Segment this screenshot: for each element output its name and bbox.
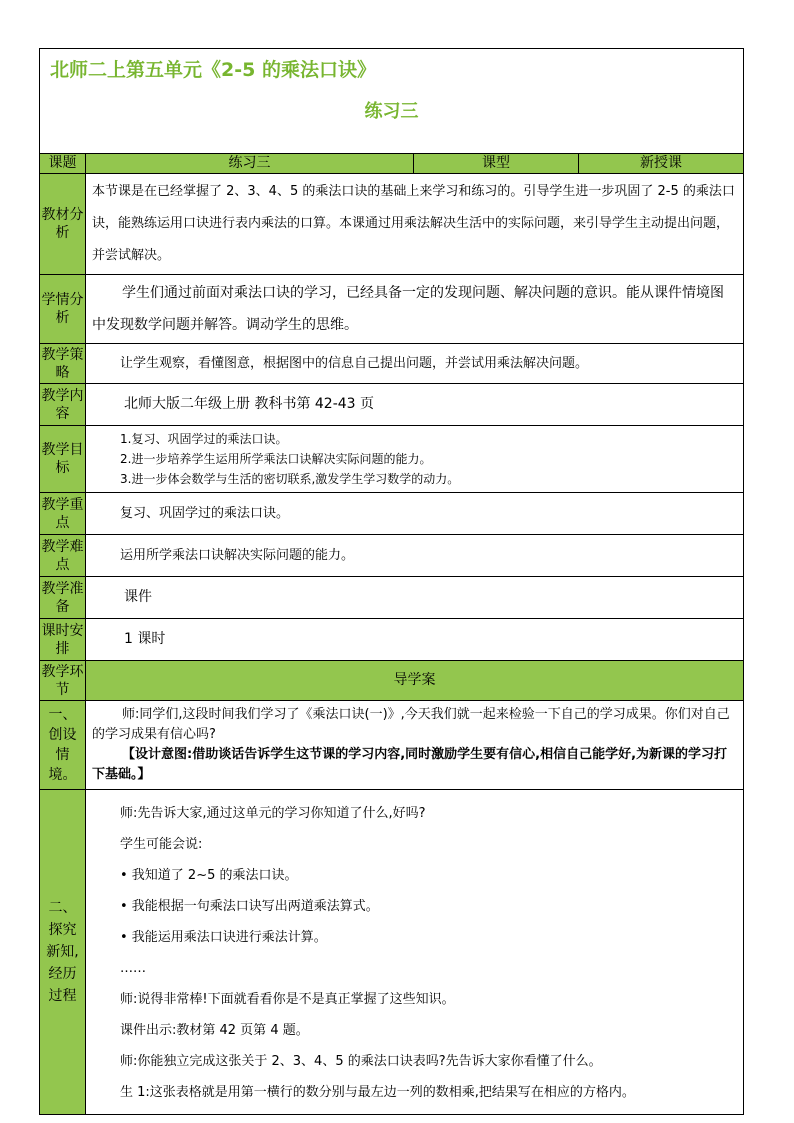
part2-bullet: • 我能根据一句乘法口诀写出两道乘法算式。 xyxy=(120,899,379,914)
prep-text: 课件 xyxy=(86,577,744,619)
goals-label: 教学目标 xyxy=(40,426,86,493)
part1-content xyxy=(86,701,744,790)
part1-row xyxy=(40,701,744,790)
part2-content xyxy=(86,790,744,1115)
topic-value: 练习三 xyxy=(86,154,414,174)
difficulty-label: 教学难点 xyxy=(40,535,86,577)
time-text: 1 课时 xyxy=(86,619,744,661)
prep-label: 教学准备 xyxy=(40,577,86,619)
goals-list xyxy=(86,426,744,493)
goal-item: 1.复习、巩固学过的乘法口诀。 xyxy=(120,432,288,446)
goal-item: 2.进一步培养学生运用所学乘法口诀解决实际问题的能力。 xyxy=(120,452,432,466)
label-topic: 课题 xyxy=(40,154,86,174)
part2-bullet: • 我知道了 2~5 的乘法口诀。 xyxy=(120,868,298,883)
content-text: 北师大版二年级上册 教科书第 42-43 页 xyxy=(86,384,744,426)
part2-bullet: • 我能运用乘法口诀进行乘法计算。 xyxy=(120,930,327,945)
content-row xyxy=(40,384,744,426)
strategy-label: 教学策略 xyxy=(40,344,86,384)
key-label: 教学重点 xyxy=(40,493,86,535)
header-row xyxy=(40,49,744,154)
part1-paragraph: 师:同学们,这段时间我们学习了《乘法口诀(一)》,今天我们就一起来检验一下自己的学习成果。你们对自己的学习成果有信心吗? xyxy=(92,707,730,742)
document-title: 北师二上第五单元《2-5 的乘法口诀》 xyxy=(50,59,376,81)
info-row xyxy=(40,154,744,174)
section-label: 教学环节 xyxy=(40,661,86,701)
document-subtitle: 练习三 xyxy=(364,101,419,122)
key-text: 复习、巩固学过的乘法口诀。 xyxy=(86,493,744,535)
goals-row xyxy=(40,426,744,493)
part1-label: 一、创设情境。 xyxy=(40,701,86,790)
lesson-plan-table xyxy=(39,48,744,1115)
students-text: 学生们通过前面对乘法口诀的学习，已经具备一定的发现问题、解决问题的意识。能从课件情境图中发现数学问题并解答。调动学生的思维。 xyxy=(86,275,744,344)
part2-line: 生 1:这张表格就是用第一横行的数分别与最左边一列的数相乘,把结果写在相应的方格内。 xyxy=(120,1085,635,1100)
material-label: 教材分析 xyxy=(40,174,86,275)
strategy-row xyxy=(40,344,744,384)
label-type: 课型 xyxy=(414,154,579,174)
key-row xyxy=(40,493,744,535)
content-label: 教学内容 xyxy=(40,384,86,426)
students-row xyxy=(40,275,744,344)
time-label: 课时安排 xyxy=(40,619,86,661)
material-row xyxy=(40,174,744,275)
type-value: 新授课 xyxy=(579,154,744,174)
part2-line: 师:你能独立完成这张关于 2、3、4、5 的乘法口诀表吗?先告诉大家你看懂了什么。 xyxy=(120,1054,602,1069)
part2-ellipsis: …… xyxy=(120,961,146,976)
prep-row xyxy=(40,577,744,619)
part2-row xyxy=(40,790,744,1115)
students-label: 学情分析 xyxy=(40,275,86,344)
part1-design-note: 【设计意图:借助谈话告诉学生这节课的学习内容,同时激励学生要有信心,相信自己能学好,为新课的学习打下基础。】 xyxy=(92,747,728,782)
strategy-text: 让学生观察，看懂图意，根据图中的信息自己提出问题，并尝试用乘法解决问题。 xyxy=(86,344,744,384)
goal-item: 3.进一步体会数学与生活的密切联系,激发学生学习数学的动力。 xyxy=(120,472,460,486)
part2-line: 学生可能会说: xyxy=(120,837,203,852)
section-title: 导学案 xyxy=(86,661,744,701)
difficulty-row xyxy=(40,535,744,577)
part2-line: 师:说得非常棒!下面就看看你是不是真正掌握了这些知识。 xyxy=(120,992,455,1007)
header-cell xyxy=(40,49,744,154)
section-row xyxy=(40,661,744,701)
difficulty-text: 运用所学乘法口诀解决实际问题的能力。 xyxy=(86,535,744,577)
part2-line: 课件出示:教材第 42 页第 4 题。 xyxy=(120,1023,309,1038)
time-row xyxy=(40,619,744,661)
lesson-plan-sheet xyxy=(39,48,743,1115)
part2-line: 师:先告诉大家,通过这单元的学习你知道了什么,好吗? xyxy=(120,806,426,821)
part2-label: 二、探究新知,经历过程 xyxy=(40,790,86,1115)
material-text: 本节课是在已经掌握了 2、3、4、5 的乘法口诀的基础上来学习和练习的。引导学生进一步巩固了 2-5 的乘法口诀，能熟练运用口诀进行表内乘法的口算。本课通过用乘法解决生活中的实际问题，来引导学生主动提出问题，并尝试解决。 xyxy=(86,174,744,275)
